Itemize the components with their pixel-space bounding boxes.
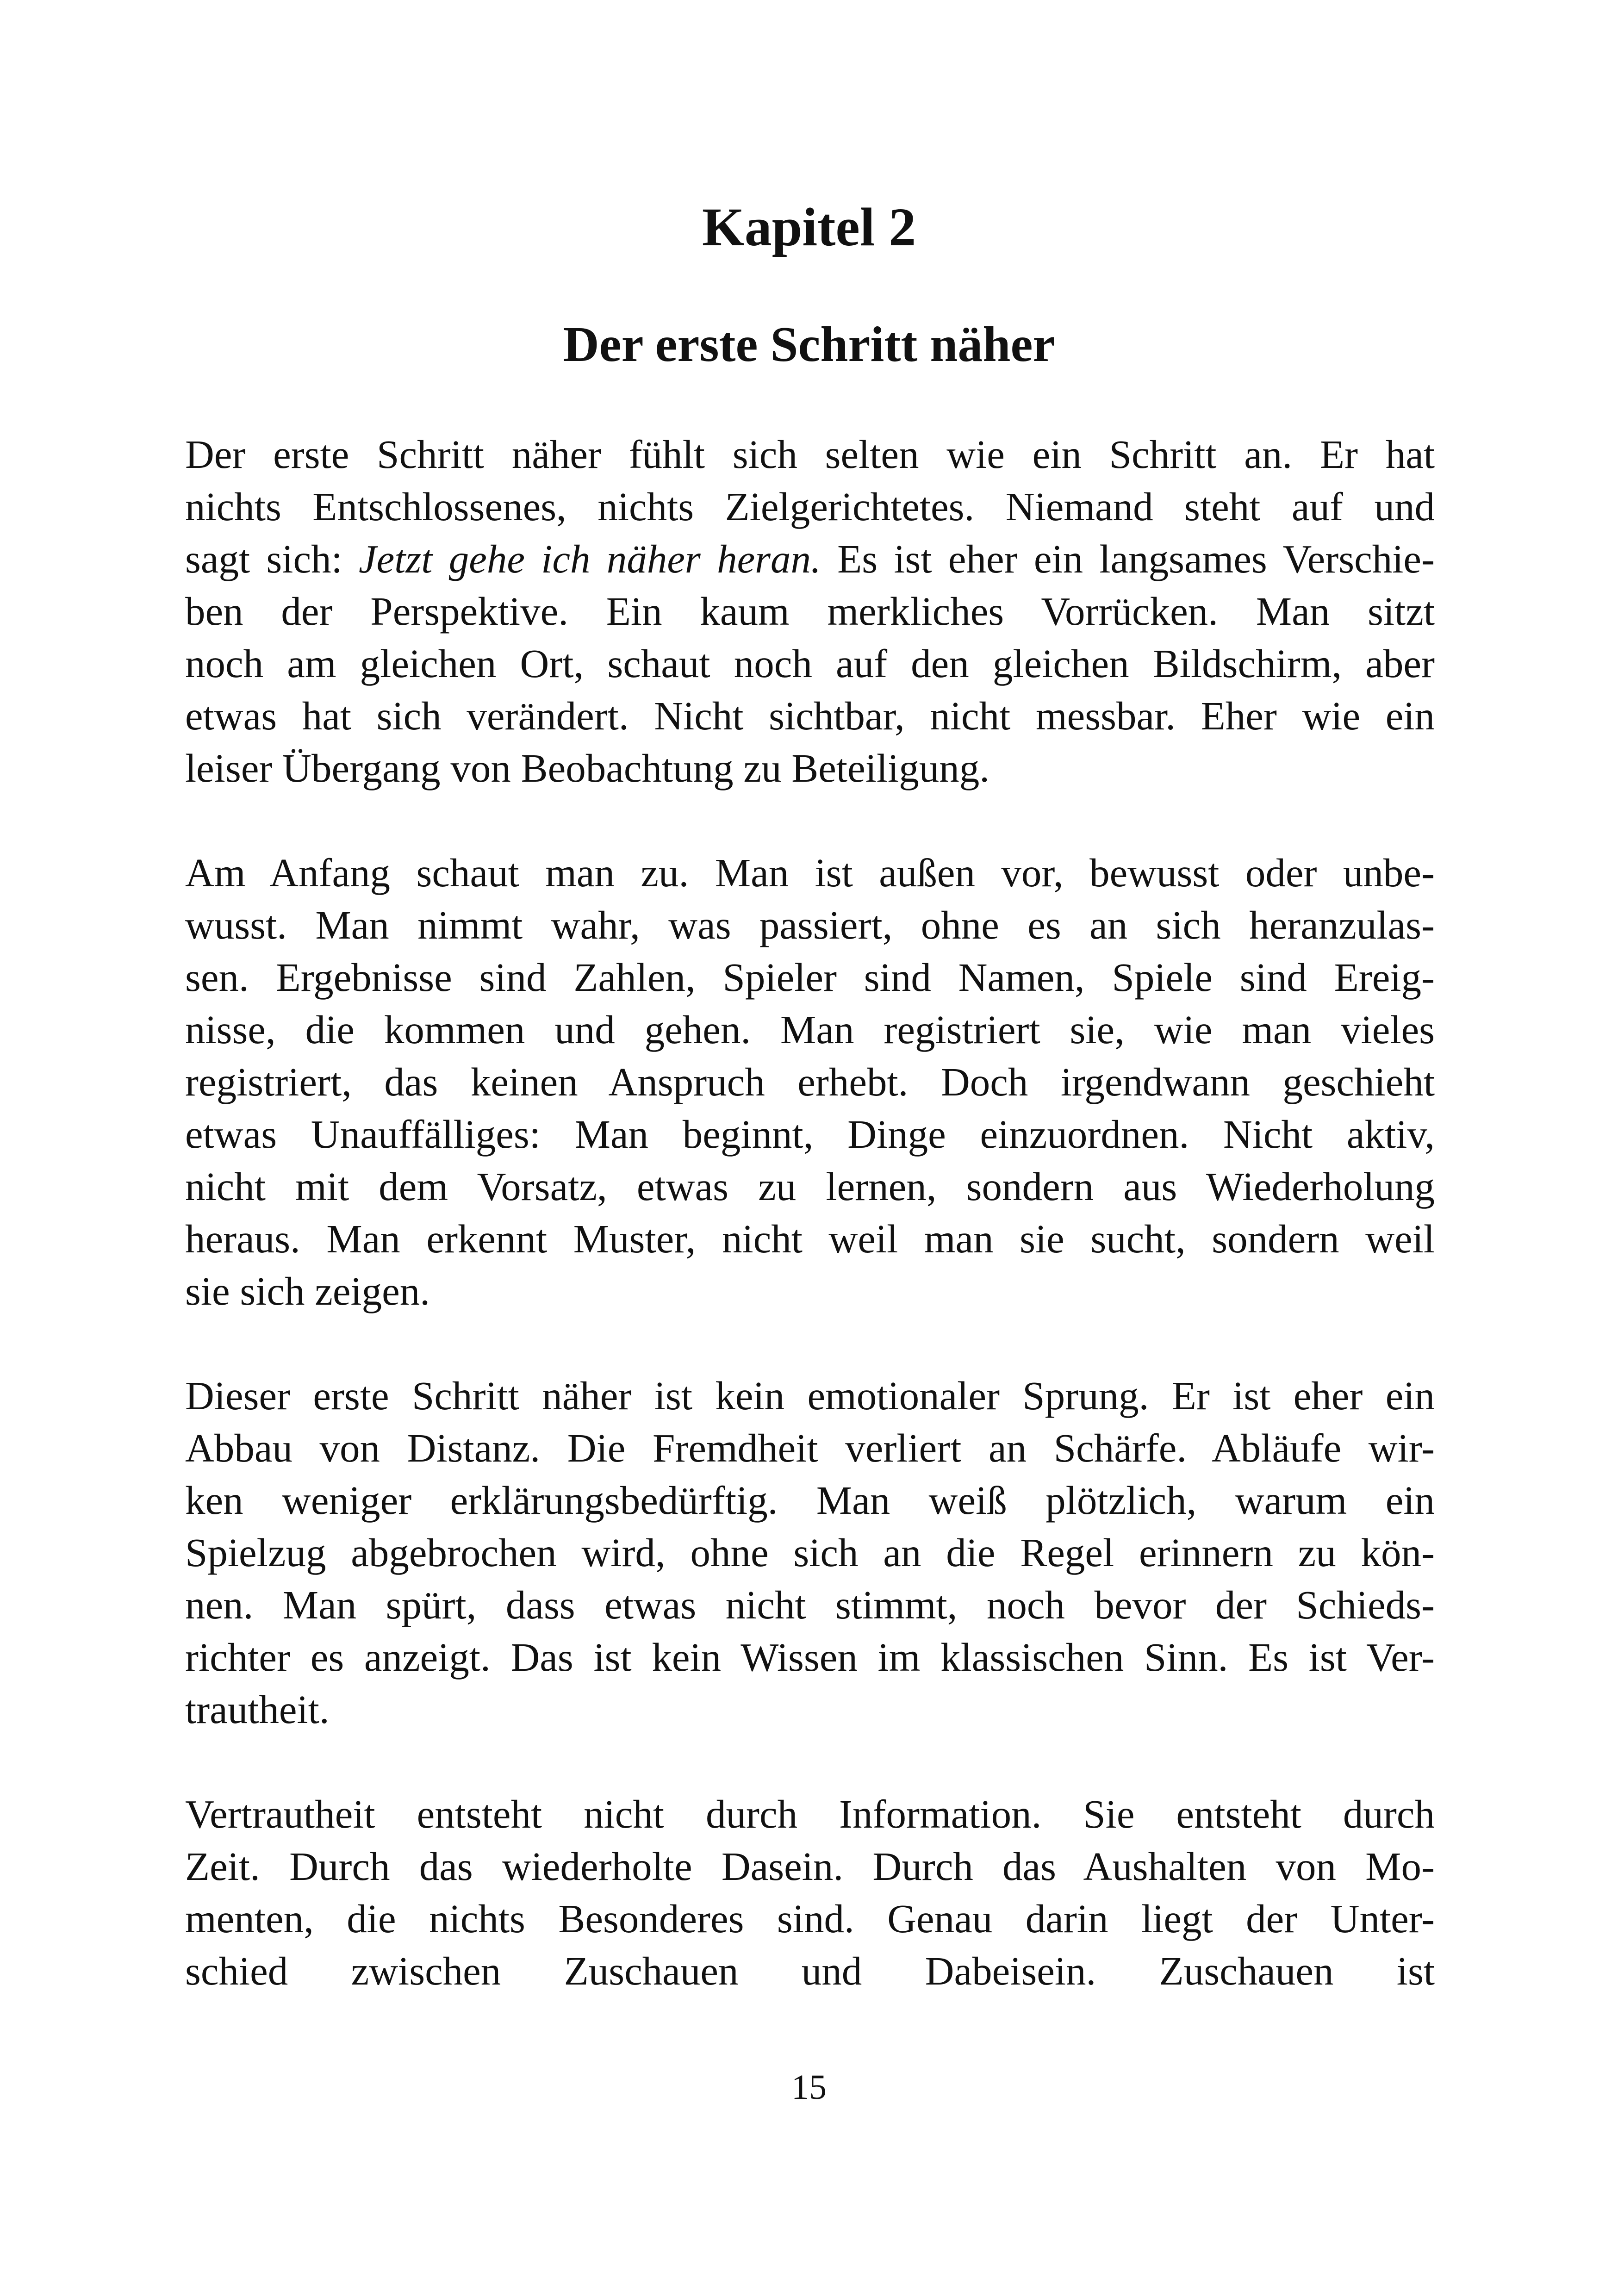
text-line: registriert, das keinen Anspruch erhebt. Doch irgendwann geschieht <box>185 1059 1435 1104</box>
text-line: Abbau von Distanz. Die Fremdheit verliert an Schärfe. Abläufe wir- <box>185 1425 1435 1470</box>
text-line: nisse, die kommen und gehen. Man registriert sie, wie man vieles <box>185 1007 1435 1052</box>
text-line: richter es anzeigt. Das ist kein Wissen im klassischen Sinn. Es ist Ver- <box>185 1635 1435 1680</box>
text-line: menten, die nichts Besonderes sind. Genau darin liegt der Unter- <box>185 1896 1435 1941</box>
text-line: schied zwischen Zuschauen und Dabeisein. Zuschauen ist <box>185 1948 1435 1993</box>
text-line: Der erste Schritt näher fühlt sich selten wie ein Schritt an. Er hat <box>185 432 1435 477</box>
text-line: etwas hat sich verändert. Nicht sichtbar, nicht messbar. Eher wie ein <box>185 693 1435 738</box>
text-line: Zeit. Durch das wiederholte Dasein. Durch das Aushalten von Mo- <box>185 1844 1435 1889</box>
text-segment: sagt sich: <box>185 536 359 581</box>
text-line: leiser Übergang von Beobachtung zu Beteiligung. <box>185 746 989 790</box>
text-line: sie sich zeigen. <box>185 1269 430 1313</box>
text-line: nen. Man spürt, dass etwas nicht stimmt, noch bevor der Schieds- <box>185 1582 1435 1627</box>
text-line: Am Anfang schaut man zu. Man ist außen vor, bewusst oder unbe- <box>185 850 1435 895</box>
text-line-with-emphasis <box>185 533 1435 585</box>
text-line: Spielzug abgebrochen wird, ohne sich an die Regel erinnern zu kön- <box>185 1530 1435 1575</box>
text-line: noch am gleichen Ort, schaut noch auf den gleichen Bildschirm, aber <box>185 641 1435 686</box>
paragraph-3 <box>185 1369 1435 1736</box>
text-line: ken weniger erklärungsbedürftig. Man weiß plötzlich, warum ein <box>185 1478 1435 1523</box>
text-line: wusst. Man nimmt wahr, was passiert, ohne es an sich heranzulas- <box>185 902 1435 947</box>
paragraph-2 <box>185 846 1435 1317</box>
text-segment: Es ist eher ein langsames Verschie- <box>821 536 1435 581</box>
text-line: nicht mit dem Vorsatz, etwas zu lernen, sondern aus Wiederholung <box>185 1164 1435 1209</box>
chapter-title: Der erste Schritt näher <box>563 317 1055 372</box>
chapter-label: Kapitel 2 <box>702 197 916 257</box>
text-line: Vertrautheit entsteht nicht durch Information. Sie entsteht durch <box>185 1792 1435 1836</box>
body-text <box>185 428 1435 2020</box>
text-line: etwas Unauffälliges: Man beginnt, Dinge einzuordnen. Nicht aktiv, <box>185 1112 1435 1157</box>
page-number: 15 <box>791 2068 827 2107</box>
text-line: sen. Ergebnisse sind Zahlen, Spieler sind Namen, Spiele sind Ereig- <box>185 955 1435 1000</box>
text-line: trautheit. <box>185 1687 330 1732</box>
text-line: ben der Perspektive. Ein kaum merkliches Vorrücken. Man sitzt <box>185 589 1435 634</box>
emphasized-text: Jetzt gehe ich näher heran. <box>359 536 821 581</box>
text-line: heraus. Man erkennt Muster, nicht weil man sie sucht, sondern weil <box>185 1216 1435 1261</box>
paragraph-1 <box>185 428 1435 794</box>
paragraph-4 <box>185 1788 1435 1997</box>
text-line: Dieser erste Schritt näher ist kein emotionaler Sprung. Er ist eher ein <box>185 1373 1435 1418</box>
text-line: nichts Entschlossenes, nichts Zielgerichtetes. Niemand steht auf und <box>185 484 1435 529</box>
